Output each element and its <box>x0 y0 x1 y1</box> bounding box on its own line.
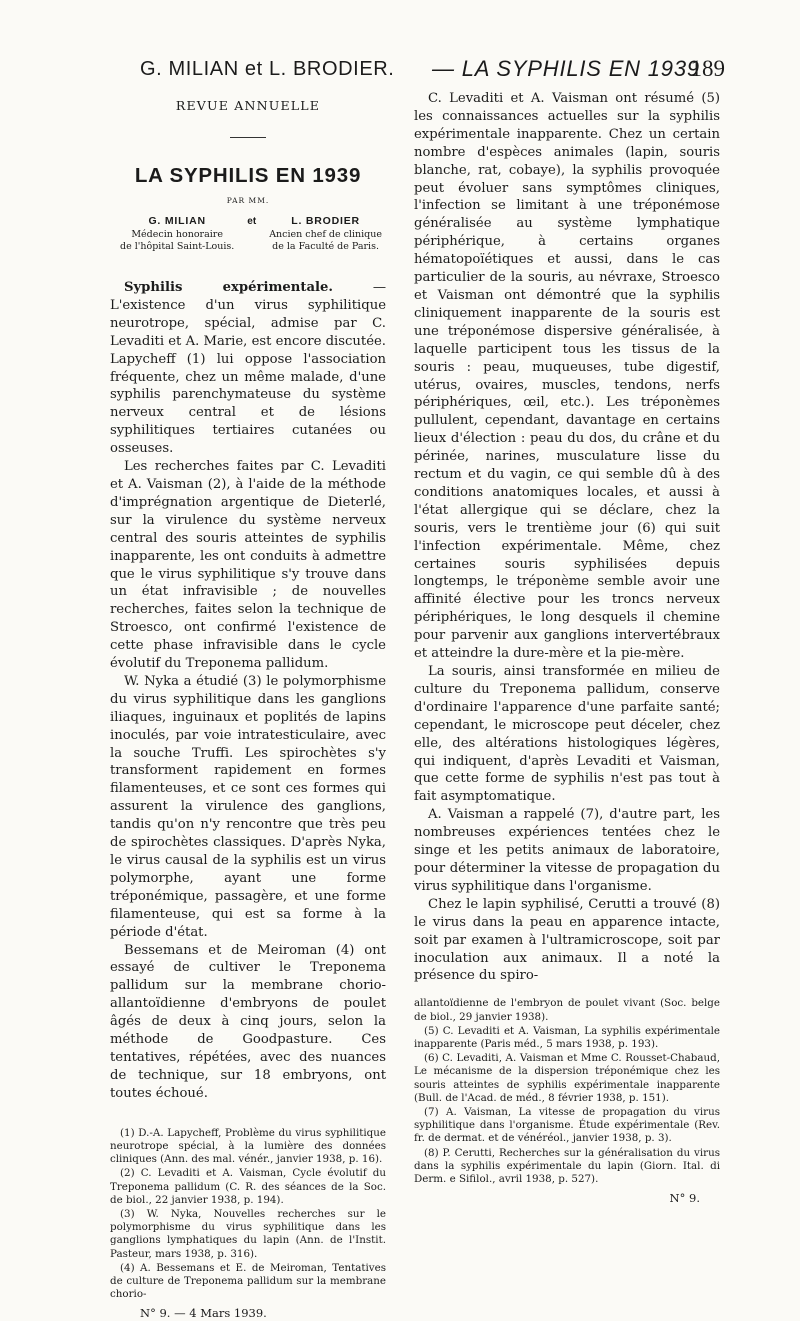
section-label: REVUE ANNUELLE <box>175 98 321 113</box>
author-name: L. BRODIER <box>291 215 360 227</box>
header-journal-title <box>432 56 700 82</box>
author-name: G. MILIAN <box>148 215 206 227</box>
footnote: (7) A. Vaisman, La vitesse de propagation du virus syphilitique dans l'organisme. Étude expérimentale (Rev. fr. de dermat. et de vénéréol., janvier 1938, p. 3). <box>414 1105 720 1145</box>
paragraph: W. Nyka a étudié (3) le polymorphisme du virus syphilitique dans les ganglions iliaques, inguinaux et poplités de lapins inoculés, par voie intratesticulaire, avec la souche Truffi. Les spirochètes s'y transforment rapidement en formes filamenteuses, et ce sont ces formes qui assurent la virulence des ganglions, tandis qu'on n'y rencontre que très peu de spirochètes classiques. D'après Nyka, le virus causal de la syphilis est un virus polymorphe, ayant une forme tréponémique, passagère, et une forme filamenteuse, qui est sa forme à la période d'état. <box>110 673 386 940</box>
paragraph: Bessemans et de Meiroman (4) ont essayé de cultiver le Treponema pallidum sur la membrane chorio-allantoïdienne d'embryons de poulet âgés de deux à cinq jours, selon la méthode de Goodpasture. Ces tentatives, répétées, avec des nuances de technique, sur 18 embryons, ont toutes échoué. <box>110 942 386 1101</box>
left-column <box>110 96 386 1321</box>
paragraph: Les recherches faites par C. Levaditi et A. Vaisman (2), à l'aide de la méthode d'imprégnation argentique de Dieterlé, sur la virulence du système nerveux central des souris atteintes de syphilis inapparente, les ont conduits à admettre que le virus syphilitique s'y trouve dans un état infravisible ; de nouvelles recherches, faites selon la technique de Stroesco, ont confirmé l'existence de cette phase infravisible dans le cycle évolutif du Treponema pallidum. <box>110 459 386 672</box>
author-milian <box>120 215 234 253</box>
footnote: (8) P. Cerutti, Recherches sur la généralisation du virus dans la syphilis expérimentale du lapin (Giorn. Ital. di Derm. e Sifilol., avril 1938, p. 527). <box>414 1146 720 1185</box>
footnote: (2) C. Levaditi et A. Vaisman, Cycle évolutif du Treponema pallidum (C. R. des séances de la Soc. de biol., 22 janvier 1938, p. 194). <box>110 1167 386 1206</box>
paragraph: A. Vaisman a rappelé (7), d'autre part, les nombreuses expériences tentées chez le singe et les petits animaux de laboratoire, pour déterminer la vitesse de propagation du virus syphilitique dans l'organisme. <box>414 807 720 894</box>
par-mm: PAR MM. <box>226 196 270 205</box>
author-affiliation: Médecin honoraire <box>131 229 223 240</box>
author-brodier <box>269 215 382 253</box>
header-journal: LA SYPHILIS EN 1939 <box>461 56 700 81</box>
issue-number: N° 9. <box>669 1191 700 1206</box>
paragraph-text: — L'existence d'un virus syphilitique neurotrope, spécial, admise par C. Levaditi et A. Marie, est encore discutée. Lapycheff (1) lui oppose l'association fréquente, chez un même malade, d'une syphilis parenchymateuse du système nerveux central et de lésions syphilitiques tertiaires cutanées ou osseuses. <box>110 280 386 457</box>
header-authors: G. MILIAN et L. BRODIER. <box>140 58 395 80</box>
paragraph: C. Levaditi et A. Vaisman ont résumé (5) les connaissances actuelles sur la syphilis expérimentale inapparente. Chez un certain nombre d'espèces animales (lapin, souris blanche, rat, cobaye), la syphilis provoquée peut évoluer sans symptômes cliniques, l'infection se limitant à une tréponémose généralisée au système lymphatique périphérique, à certains organes hématopoïétiques et aussi, dans le cas particulier de la souris, au névraxe, Stroesco et Vaisman ont démontré que la syphilis cliniquement inapparente de la souris est une tréponémose dispersive généralisée, à laquelle participent tous les tissus de la souris : peau, muqueuses, tube digestif, utérus, ovaires, muscles, tendons, nerfs périphériques, œil, etc.). Les tréponèmes pullulent, cependant, davantage en certains lieux d'élection : peau du dos, du crâne et du périnée, narines, musculature lisse du rectum et du vagin, ce qui semble dû à des conditions anatomiques locales, et aussi à l'état allergique qui se déclare, chez la souris, vers le trentième jour (6) qui suit l'infection expérimentale. Même, chez certaines souris syphilisées depuis longtemps, le tréponème semble avoir une affinité élective pour les troncs nerveux périphériques, le long desquels il chemine pour parvenir aux ganglions intervertébraux et atteindre la dure-mère et la pie-mère. <box>414 91 720 662</box>
author-conjunction: et <box>247 216 257 227</box>
issue-footer <box>414 1190 720 1206</box>
running-header <box>140 54 725 88</box>
paragraph-lead-title: Syphilis expérimentale. <box>124 280 334 295</box>
author-affiliation: de l'hôpital Saint-Louis. <box>120 241 235 252</box>
footnote-continuation: allantoïdienne de l'embryon de poulet vivant (Soc. belge de biol., 29 janvier 1938). <box>414 997 720 1023</box>
paragraph: La souris, ainsi transformée en milieu de culture du Treponema pallidum, conserve d'ordinaire l'apparence d'une parfaite santé; cependant, le microscope peut déceler, chez elle, des altérations histologiques légères, qui indiquent, d'après Levaditi et Vaisman, que cette forme de syphilis n'est pas tout à fait asymptomatique. <box>414 664 720 805</box>
header-dash: — <box>432 56 455 81</box>
author-affiliation: de la Faculté de Paris. <box>272 241 379 252</box>
footnote: (5) C. Levaditi et A. Vaisman, La syphilis expérimentale inapparente (Paris méd., 5 mars 1938, p. 193). <box>414 1024 720 1050</box>
footnotes <box>414 997 720 1186</box>
paragraph <box>110 279 386 458</box>
footnote: (1) D.-A. Lapycheff, Problème du virus syphilitique neurotrope spécial, à la lumière des données cliniques (Ann. des mal. vénér., janvier 1938, p. 16). <box>110 1126 386 1166</box>
footnotes <box>110 1119 386 1302</box>
author-block <box>110 215 386 253</box>
issue-date: N° 9. — 4 Mars 1939. <box>140 1306 267 1321</box>
issue-footer <box>110 1305 386 1321</box>
right-column <box>414 90 720 1206</box>
author-affiliation: Ancien chef de clinique <box>269 229 382 240</box>
footnote: (3) W. Nyka, Nouvelles recherches sur le polymorphisme du virus syphilitique dans les ganglions lymphatiques du lapin (Ann. de l'Instit. Pasteur, mars 1938, p. 316). <box>110 1207 386 1260</box>
footnote: (6) C. Levaditi, A. Vaisman et Mme C. Rousset-Chabaud, Le mécanisme de la dispersion tréponémique chez les souris atteintes de syphilis expérimentale inapparente (Bull. de l'Acad. de méd., 8 février 1938, p. 151). <box>414 1052 720 1104</box>
title-rule <box>230 137 266 138</box>
page-number: 189 <box>690 56 725 81</box>
article-title: LA SYPHILIS EN 1939 <box>134 164 362 187</box>
paragraph: Chez le lapin syphilisé, Cerutti a trouvé (8) le virus dans la peau en apparence intacte, soit par examen à l'ultramicroscope, soit par inoculation aux animaux. Il a noté la présence du spiro- <box>414 896 720 984</box>
footnote: (4) A. Bessemans et E. de Meiroman, Tentatives de culture de Treponema pallidum sur la membrane chorio- <box>110 1261 386 1301</box>
